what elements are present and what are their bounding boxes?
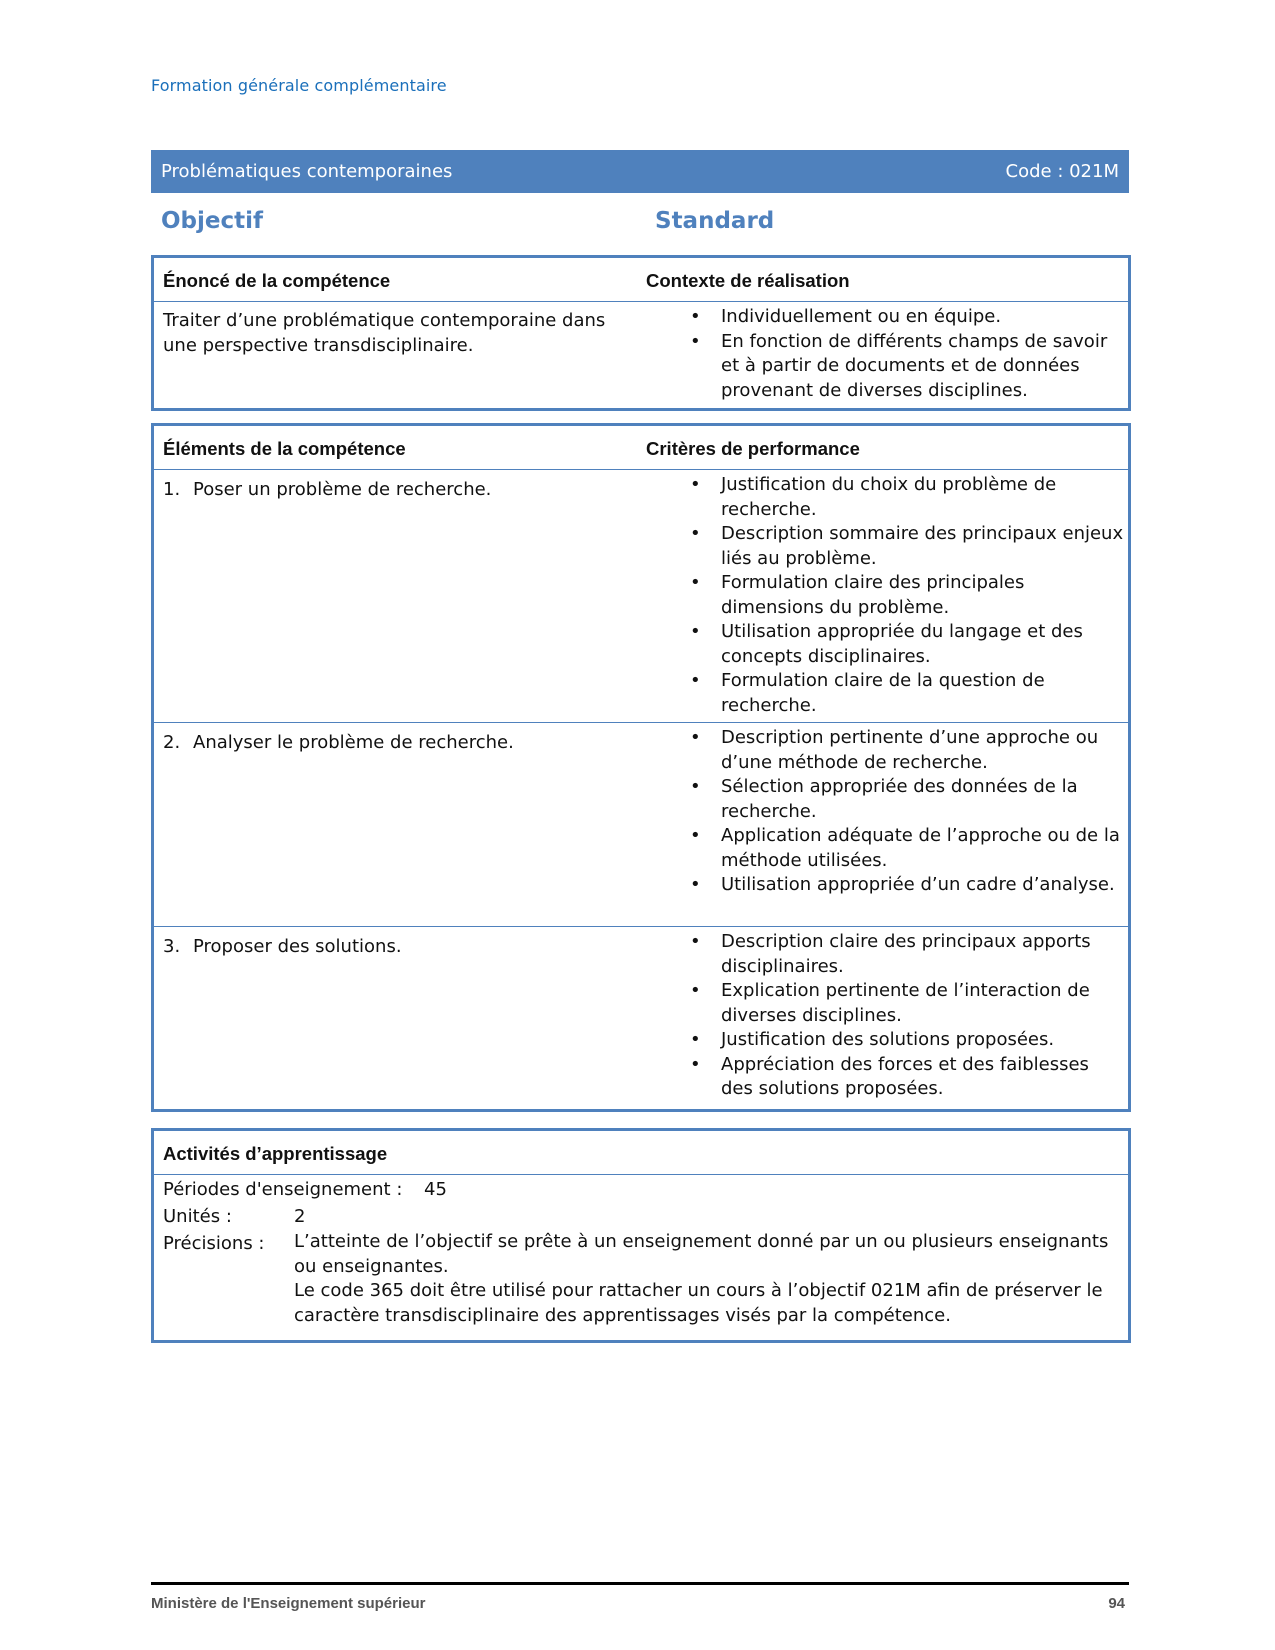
competence-table <box>151 255 1131 411</box>
criteria-item: • Description claire des principaux apports disciplinaires. <box>690 931 1091 977</box>
bullet-icon: • <box>690 727 701 748</box>
course-title: Problématiques contemporaines <box>161 161 453 182</box>
bullet-icon: • <box>690 825 701 846</box>
footer-divider <box>151 1582 1129 1585</box>
bullet-icon: • <box>690 874 701 895</box>
bullet-icon: • <box>690 306 701 327</box>
bullet-icon: • <box>690 1053 701 1075</box>
bullet-icon: • <box>690 572 701 593</box>
activities-body <box>154 1174 1128 1340</box>
units-label: Unités : <box>163 1206 232 1227</box>
criteria-item: • Appréciation des forces et des faiblesses des solutions proposées. <box>690 1053 1089 1099</box>
header-criteres: Critères de performance <box>646 438 860 459</box>
section-label: Formation générale complémentaire <box>151 76 447 95</box>
element-text: 3. Proposer des solutions. <box>163 936 402 957</box>
header-activites: Activités d’apprentissage <box>163 1143 388 1164</box>
criteria-list <box>684 473 1124 718</box>
header-enonce: Énoncé de la compétence <box>163 270 391 291</box>
element-text: 2. Analyser le problème de recherche. <box>163 732 514 753</box>
course-code: Code : 021M <box>1005 161 1119 182</box>
details-text <box>294 1230 1124 1328</box>
criteria-item: • Sélection appropriée des données de la recherche. <box>690 776 1078 822</box>
criteria-list <box>684 726 1124 898</box>
criteria-item: • Utilisation appropriée du langage et des concepts disciplinaires. <box>690 621 1083 667</box>
bullet-icon: • <box>690 670 701 691</box>
bullet-icon: • <box>690 776 701 797</box>
criteria-list <box>684 930 1124 1102</box>
competence-statement: Traiter d’une problématique contemporaine dans une perspective transdisciplinaire. <box>163 310 606 356</box>
bullet-icon: • <box>690 330 701 352</box>
element-row-3 <box>154 926 1128 1108</box>
criteria-item: • Formulation claire des principales dimensions du problème. <box>690 572 1025 618</box>
header-elements: Éléments de la compétence <box>163 438 406 459</box>
heading-standard: Standard <box>655 208 775 234</box>
bullet-icon: • <box>690 1029 701 1050</box>
competence-body-row <box>154 301 1128 406</box>
footer-ministry: Ministère de l'Enseignement supérieur <box>151 1595 426 1612</box>
periods-label: Périodes d'enseignement : <box>163 1179 403 1200</box>
bullet-icon: • <box>690 621 701 642</box>
criteria-item: • Justification des solutions proposées. <box>684 1028 1124 1053</box>
criteria-item: • Description sommaire des principaux enjeux liés au problème. <box>690 523 1124 569</box>
details-label: Précisions : <box>163 1233 265 1254</box>
heading-objectif: Objectif <box>161 208 264 234</box>
context-item: • En fonction de différents champs de savoir et à partir de documents et de données provenant de diverses disciplines. <box>690 330 1108 401</box>
units-value: 2 <box>294 1206 306 1227</box>
criteria-item: • Description pertinente d’une approche ou d’une méthode de recherche. <box>690 727 1099 773</box>
activities-header-row <box>154 1131 1128 1174</box>
elements-table <box>151 423 1131 1112</box>
activities-table <box>151 1128 1131 1343</box>
criteria-item: • Explication pertinente de l’interaction de diverses disciplines. <box>690 980 1090 1026</box>
bullet-icon: • <box>690 523 701 544</box>
context-item: • Individuellement ou en équipe. <box>684 305 1124 330</box>
element-text: 1. Poser un problème de recherche. <box>163 479 492 500</box>
header-contexte: Contexte de réalisation <box>646 270 850 291</box>
context-list <box>684 305 1124 403</box>
elements-header-row <box>154 426 1128 469</box>
criteria-item: • Utilisation appropriée d’un cadre d’analyse. <box>684 873 1124 898</box>
page-number: 94 <box>1108 1595 1125 1612</box>
competence-header-row <box>154 258 1128 301</box>
periods-value: 45 <box>424 1179 447 1200</box>
element-row-2 <box>154 722 1128 926</box>
criteria-item: • Formulation claire de la question de recherche. <box>690 670 1045 716</box>
bullet-icon: • <box>690 474 701 495</box>
criteria-item: • Application adéquate de l’approche ou de la méthode utilisées. <box>690 825 1120 871</box>
course-banner <box>151 150 1129 193</box>
details-paragraph-1: L’atteinte de l’objectif se prête à un enseignement donné par un ou plusieurs enseignants ou enseignantes. <box>294 1231 1109 1277</box>
bullet-icon: • <box>690 980 701 1001</box>
criteria-item: • Justification du choix du problème de recherche. <box>690 474 1057 520</box>
bullet-icon: • <box>690 931 701 952</box>
details-paragraph-2: Le code 365 doit être utilisé pour rattacher un cours à l’objectif 021M afin de préserver le caractère transdisciplinaire des apprentissages visés par la compétence. <box>294 1280 1103 1326</box>
element-row-1 <box>154 469 1128 722</box>
